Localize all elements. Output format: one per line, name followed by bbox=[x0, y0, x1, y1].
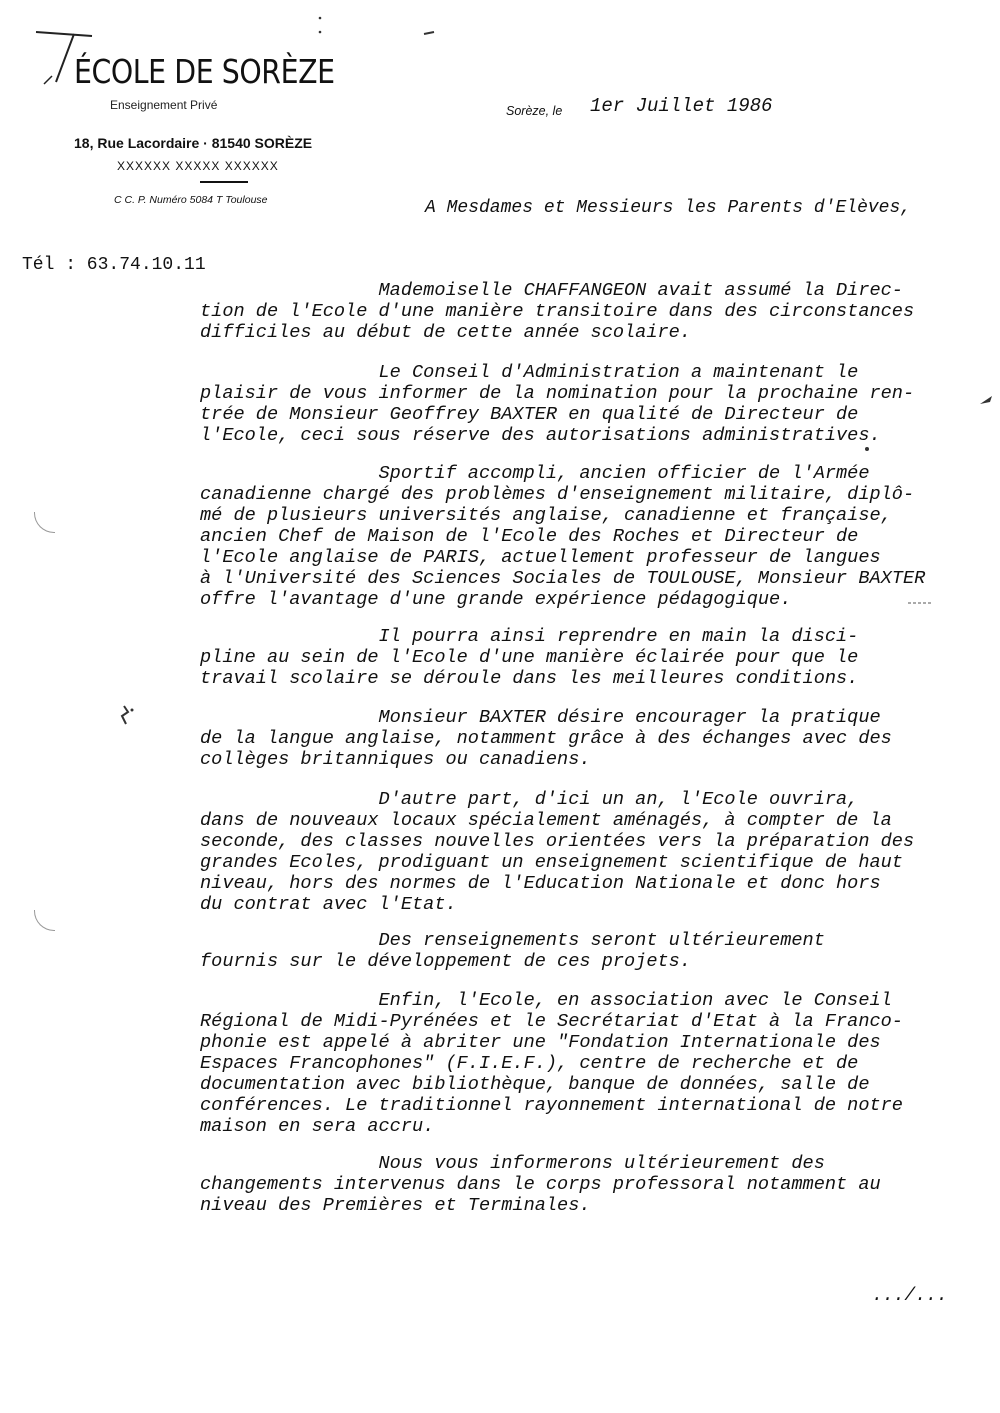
text-line: niveau, hors des normes de l'Education Nationale et donc hors bbox=[200, 873, 881, 894]
text-line: l'Ecole anglaise de PARIS, actuellement professeur de langues bbox=[200, 547, 881, 568]
paragraph bbox=[200, 626, 858, 689]
text-line: ancien Chef de Maison de l'Ecole des Roches et Directeur de bbox=[200, 526, 859, 547]
paragraph bbox=[200, 1153, 881, 1216]
continuation-marker: .../... bbox=[872, 1286, 948, 1306]
phone-number: Tél : 63.74.10.11 bbox=[22, 255, 206, 275]
text-line: Il pourra ainsi reprendre en main la disci- bbox=[200, 626, 859, 647]
paragraph bbox=[200, 789, 914, 915]
text-line: phonie est appelé à abriter une "Fondation Internationale des bbox=[200, 1032, 881, 1053]
ink-speck-icon bbox=[862, 444, 872, 454]
text-line: grandes Ecoles, prodiguant un enseignement scientifique de haut bbox=[200, 852, 903, 873]
text-line: collèges britanniques ou canadiens. bbox=[200, 749, 591, 770]
punch-hole-mark bbox=[34, 910, 55, 931]
text-line: seconde, des classes nouvelles orientées vers la préparation des bbox=[200, 831, 915, 852]
paragraph bbox=[200, 930, 825, 972]
text-line: du contrat avec l'Etat. bbox=[200, 894, 457, 915]
text-line: offre l'avantage d'une grande expérience pédagogique. bbox=[200, 589, 792, 610]
text-line: D'autre part, d'ici un an, l'Ecole ouvrira, bbox=[200, 789, 859, 810]
ink-speck-icon bbox=[978, 392, 998, 408]
text-line: canadienne chargé des problèmes d'enseignement militaire, diplô- bbox=[200, 484, 915, 505]
text-line: pline au sein de l'Ecole d'une manière éclairée pour que le bbox=[200, 647, 859, 668]
text-line: l'Ecole, ceci sous réserve des autorisations administratives. bbox=[200, 425, 881, 446]
text-line: Monsieur BAXTER désire encourager la pratique bbox=[200, 707, 881, 728]
paragraph bbox=[200, 990, 903, 1137]
text-line: Des renseignements seront ultérieurement bbox=[200, 930, 825, 951]
text-line: trée de Monsieur Geoffrey BAXTER en qualité de Directeur de bbox=[200, 404, 859, 425]
text-line: Enfin, l'Ecole, en association avec le Conseil bbox=[200, 990, 892, 1011]
text-line: documentation avec bibliothèque, banque de données, salle de bbox=[200, 1074, 870, 1095]
text-line: conférences. Le traditionnel rayonnement international de notre bbox=[200, 1095, 903, 1116]
text-line: niveau des Premières et Terminales. bbox=[200, 1195, 591, 1216]
text-line: tion de l'Ecole d'une manière transitoire dans des circonstances bbox=[200, 301, 915, 322]
letter-date: 1er Juillet 1986 bbox=[590, 95, 773, 117]
text-line: Régional de Midi-Pyrénées et le Secrétariat d'Etat à la Franco- bbox=[200, 1011, 903, 1032]
school-address: 18, Rue Lacordaire · 81540 SORÈZE bbox=[74, 135, 313, 151]
text-line: plaisir de vous informer de la nomination pour la prochaine ren- bbox=[200, 383, 915, 404]
text-line: difficiles au début de cette année scolaire. bbox=[200, 322, 691, 343]
text-line: Le Conseil d'Administration a maintenant le bbox=[200, 362, 859, 383]
text-line: changements intervenus dans le corps professoral notamment au bbox=[200, 1174, 881, 1195]
paragraph bbox=[200, 362, 914, 446]
addressee-line: A Mesdames et Messieurs les Parents d'Elèves, bbox=[425, 198, 912, 218]
ink-speck-icon bbox=[308, 10, 448, 44]
text-line: dans de nouveaux locaux spécialement aménagés, à compter de la bbox=[200, 810, 892, 831]
ccp-number: C C. P. Numéro 5084 T Toulouse bbox=[114, 194, 268, 206]
text-line: Nous vous informerons ultérieurement des bbox=[200, 1153, 825, 1174]
school-name: ÉCOLE DE SORÈZE bbox=[74, 52, 335, 91]
text-line: fournis sur le développement de ces projets. bbox=[200, 951, 691, 972]
text-line: Sportif accompli, ancien officier de l'Armée bbox=[200, 463, 870, 484]
paragraph bbox=[200, 280, 914, 343]
text-line: mé de plusieurs universités anglaise, canadienne et française, bbox=[200, 505, 892, 526]
text-line: travail scolaire se déroule dans les meilleures conditions. bbox=[200, 668, 859, 689]
struck-out-line: XXXXXX XXXXX XXXXXX bbox=[117, 159, 279, 173]
text-line: Espaces Francophones" (F.I.E.F.), centre de recherche et de bbox=[200, 1053, 859, 1074]
paragraph bbox=[200, 463, 925, 610]
text-line: maison en sera accru. bbox=[200, 1116, 435, 1137]
ink-speck-icon bbox=[906, 598, 936, 608]
ink-speck-icon bbox=[112, 700, 142, 730]
school-subtitle: Enseignement Privé bbox=[110, 98, 218, 112]
date-prefix: Sorèze, le bbox=[506, 104, 563, 118]
text-line: à l'Université des Sciences Sociales de TOULOUSE, Monsieur BAXTER bbox=[200, 568, 926, 589]
paragraph bbox=[200, 707, 892, 770]
letterhead-divider bbox=[200, 181, 248, 183]
punch-hole-mark bbox=[34, 512, 55, 533]
text-line: Mademoiselle CHAFFANGEON avait assumé la Direc- bbox=[200, 280, 903, 301]
text-line: de la langue anglaise, notamment grâce à des échanges avec des bbox=[200, 728, 892, 749]
